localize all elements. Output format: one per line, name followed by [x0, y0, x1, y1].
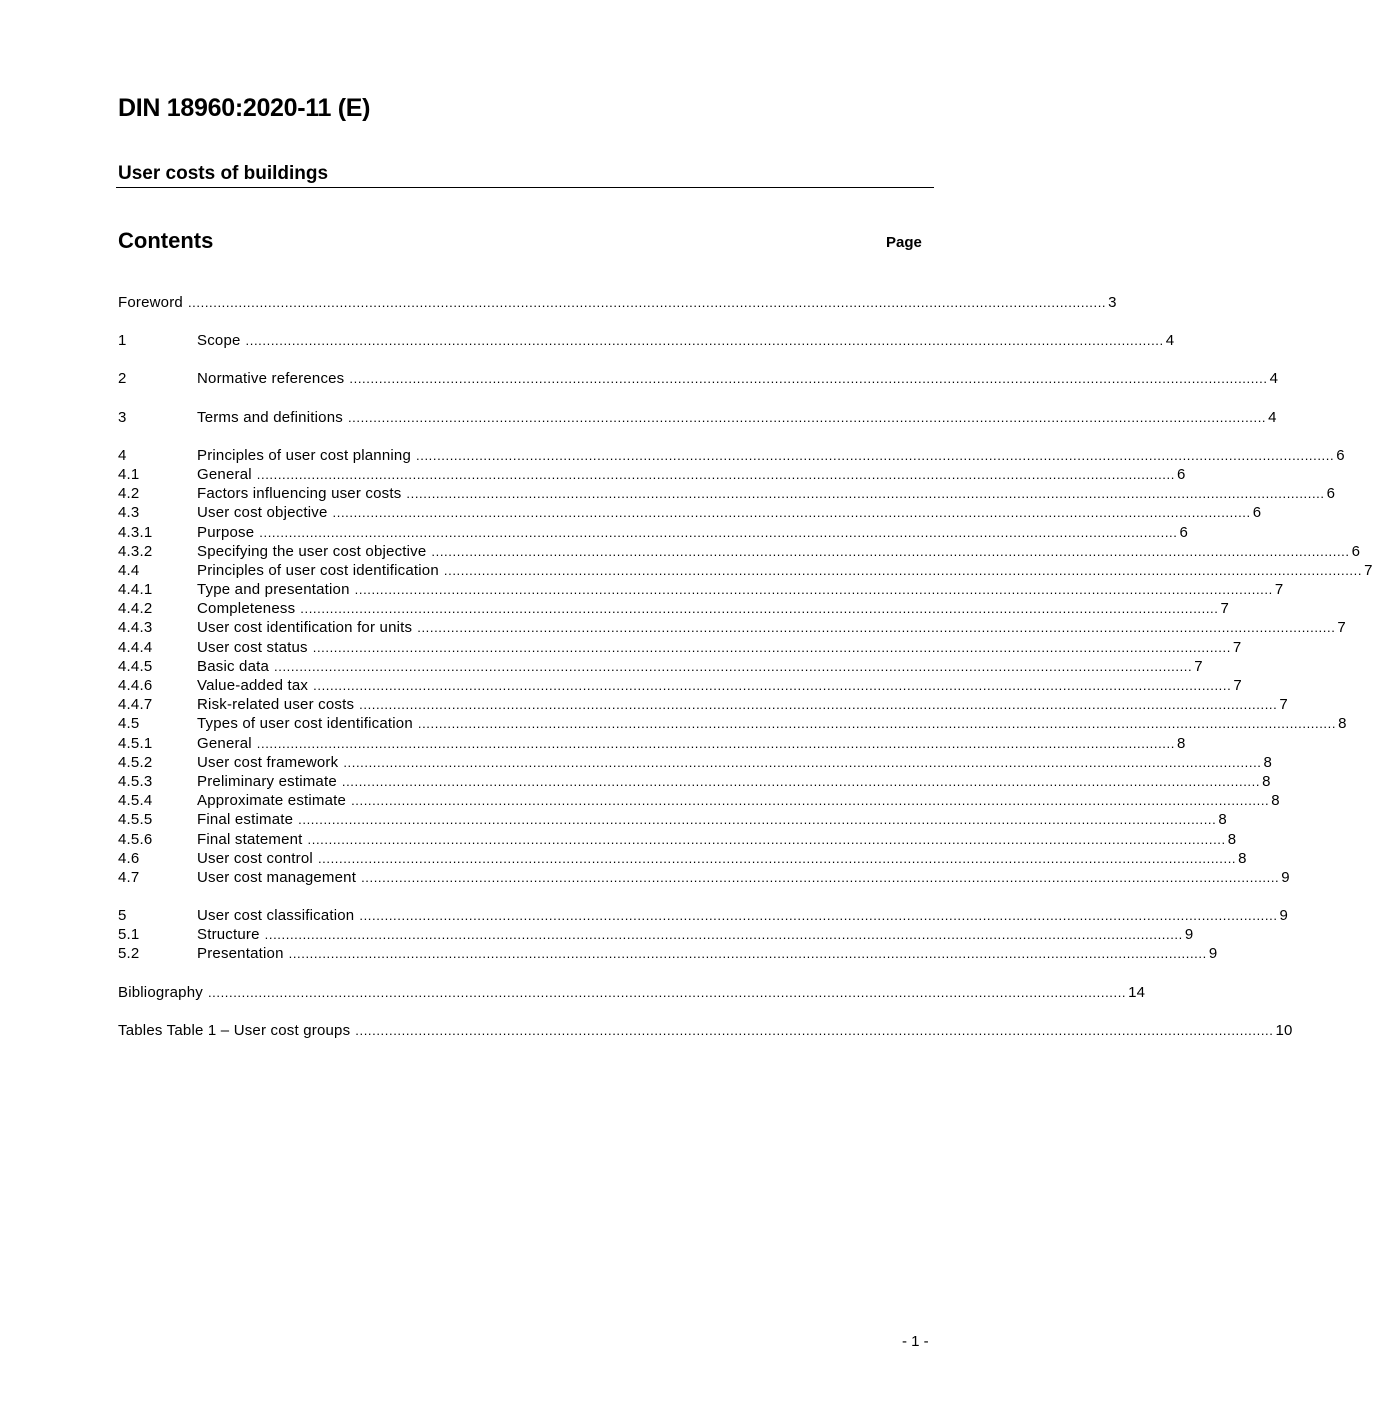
toc-entry[interactable]: [118, 293, 1117, 312]
toc-dot-leader: ..........................................................................................................................................................................................................................: [406, 486, 1325, 502]
toc-entry-number: 4.4.3: [118, 619, 153, 637]
toc-dot-leader: ..........................................................................................................................................................................................................................: [417, 716, 1337, 732]
toc-entry-page: 6: [1351, 542, 1361, 560]
toc-entry[interactable]: [118, 695, 1288, 714]
toc-entry-number: 4.5.5: [118, 811, 153, 829]
toc-dot-leader: ..........................................................................................................................................................................................................................: [359, 697, 1278, 713]
toc-entry[interactable]: [118, 331, 1175, 350]
toc-entry-number: 4.6: [118, 849, 140, 867]
toc-entry-number: 4.5.1: [118, 734, 153, 752]
toc-entry-title: Presentation: [197, 945, 284, 963]
toc-dot-leader: ..........................................................................................................................................................................................................................: [416, 447, 1335, 463]
toc-entry[interactable]: [118, 369, 1279, 388]
toc-entry-title: User cost classification: [197, 907, 355, 925]
toc-entry-page: 14: [1128, 983, 1146, 1001]
toc-dot-leader: ..........................................................................................................................................................................................................................: [351, 793, 1270, 809]
toc-entry-title: Purpose: [197, 523, 255, 541]
toc-entry-title: Principles of user cost identification: [197, 561, 439, 579]
toc-entry-page: 3: [1108, 294, 1117, 311]
toc-entry-title: Factors influencing user costs: [197, 485, 402, 503]
toc-entry-title: Specifying the user cost objective: [197, 542, 427, 560]
toc-entry-title: User cost status: [197, 638, 308, 656]
toc-entry-number: 4.4.5: [118, 657, 153, 675]
toc-dot-leader: ..........................................................................................................................................................................................................................: [341, 773, 1261, 789]
toc-entry-number: 1: [118, 332, 127, 350]
toc-entry-number: 4.4.2: [118, 600, 153, 618]
toc-entry-number: 4.5.3: [118, 772, 153, 790]
toc-entry[interactable]: [118, 944, 1218, 963]
toc-entry-page: 7: [1274, 581, 1284, 599]
toc-entry-number: 4.3: [118, 504, 140, 522]
toc-entry-number: 5.2: [118, 945, 140, 963]
toc-entry[interactable]: [118, 599, 1230, 618]
toc-entry-title: General: [197, 465, 252, 483]
toc-dot-leader: ..........................................................................................................................................................................................................................: [187, 295, 1107, 310]
toc-dot-leader: ..........................................................................................................................................................................................................................: [300, 601, 1219, 617]
contents-heading: Contents: [118, 228, 214, 253]
toc-entry-title: Tables Table 1 – User cost groups: [118, 1021, 351, 1039]
toc-entry[interactable]: [118, 810, 1227, 829]
toc-entry-title: User cost control: [197, 849, 313, 867]
toc-entry-number: 2: [118, 370, 127, 388]
toc-dot-leader: ..........................................................................................................................................................................................................................: [307, 831, 1226, 847]
toc-dot-leader: ..........................................................................................................................................................................................................................: [417, 620, 1336, 636]
toc-entry-page: 6: [1252, 504, 1262, 522]
title-divider: [116, 187, 934, 188]
toc-dot-leader: ..........................................................................................................................................................................................................................: [332, 505, 1251, 521]
toc-entry-page: 4: [1268, 408, 1277, 426]
toc-entry-title: Risk-related user costs: [197, 696, 355, 714]
toc-entry[interactable]: [118, 753, 1273, 772]
toc-entry-page: 8: [1176, 734, 1186, 752]
toc-entry-number: 3: [118, 408, 127, 426]
toc-entry-title: User cost framework: [197, 753, 339, 771]
toc-dot-leader: ..........................................................................................................................................................................................................................: [431, 543, 1350, 559]
toc-dot-leader: ..........................................................................................................................................................................................................................: [343, 754, 1262, 770]
toc-entry[interactable]: [118, 734, 1186, 753]
toc-entry-title: Approximate estimate: [197, 792, 347, 810]
toc-entry-number: 4.4: [118, 561, 140, 579]
toc-entry-number: 5: [118, 907, 127, 925]
toc-entry[interactable]: [118, 446, 1345, 465]
toc-entry-title: Basic data: [197, 657, 270, 675]
toc-dot-leader: ..........................................................................................................................................................................................................................: [349, 371, 1268, 387]
toc-entry-title: Structure: [197, 926, 260, 944]
toc-entry-page: 9: [1281, 868, 1290, 886]
toc-entry-number: 4.5.2: [118, 753, 153, 771]
toc-entry[interactable]: [118, 983, 1146, 1002]
toc-dot-leader: ..........................................................................................................................................................................................................................: [312, 639, 1231, 655]
toc-entry-page: 8: [1238, 849, 1247, 867]
toc-entry[interactable]: [118, 523, 1189, 542]
toc-entry-number: 4: [118, 446, 127, 464]
toc-entry-number: 4.3.1: [118, 523, 153, 541]
toc-dot-leader: ..........................................................................................................................................................................................................................: [207, 984, 1127, 1000]
toc-entry-page: 8: [1263, 753, 1273, 771]
toc-entry-page: 6: [1179, 523, 1189, 541]
toc-dot-leader: ..........................................................................................................................................................................................................................: [355, 1022, 1274, 1038]
toc-entry-page: 8: [1262, 772, 1271, 790]
toc-entry-number: 4.4.4: [118, 638, 153, 656]
toc-dot-leader: ..........................................................................................................................................................................................................................: [313, 678, 1232, 693]
toc-entry-number: 5.1: [118, 926, 140, 944]
toc-entry-title: Bibliography: [118, 983, 203, 1001]
toc-entry-page: 6: [1336, 446, 1345, 464]
toc-dot-leader: ..........................................................................................................................................................................................................................: [298, 812, 1217, 828]
toc-entry[interactable]: [118, 580, 1284, 599]
toc-dot-leader: ..........................................................................................................................................................................................................................: [317, 850, 1237, 866]
toc-entry-page: 7: [1364, 561, 1373, 579]
toc-entry-title: Principles of user cost planning: [197, 446, 412, 464]
toc-entry-title: Foreword: [118, 294, 183, 311]
toc-entry-title: Terms and definitions: [197, 408, 343, 426]
document-id: DIN 18960:2020-11 (E): [118, 94, 371, 122]
toc-entry-page: 8: [1227, 830, 1237, 848]
toc-entry[interactable]: [118, 925, 1194, 944]
toc-entry-title: Value-added tax: [197, 677, 309, 694]
toc-entry[interactable]: [118, 503, 1262, 522]
toc-entry-title: Completeness: [197, 600, 296, 618]
page-number: - 1 -: [902, 1333, 929, 1350]
toc-dot-leader: ..........................................................................................................................................................................................................................: [264, 927, 1183, 943]
toc-entry-number: 4.4.6: [118, 677, 153, 694]
toc-entry-page: 7: [1279, 696, 1288, 714]
toc-entry[interactable]: [118, 849, 1247, 868]
toc-entry-title: Scope: [197, 332, 241, 350]
toc-entry-title: User cost objective: [197, 504, 328, 522]
toc-entry-number: 4.4.1: [118, 581, 153, 599]
toc-entry[interactable]: [118, 791, 1280, 810]
toc-entry-number: 4.3.2: [118, 542, 153, 560]
toc-entry-number: 4.4.7: [118, 696, 153, 714]
toc-entry[interactable]: [118, 484, 1336, 503]
toc-entry-page: 7: [1220, 600, 1230, 618]
toc-entry[interactable]: [118, 408, 1277, 427]
toc-entry-page: 9: [1279, 907, 1289, 925]
toc-dot-leader: ..........................................................................................................................................................................................................................: [347, 409, 1267, 425]
toc-entry-page: 7: [1337, 619, 1346, 637]
toc-entry-number: 4.5.6: [118, 830, 153, 848]
toc-entry-number: 4.2: [118, 485, 140, 503]
toc-entry[interactable]: [118, 906, 1289, 925]
toc-entry-page: 8: [1338, 715, 1347, 733]
toc-entry-page: 4: [1165, 332, 1175, 350]
toc-entry-page: 7: [1233, 677, 1242, 694]
toc-entry-page: 7: [1232, 638, 1242, 656]
toc-entry-number: 4.7: [118, 868, 140, 886]
toc-entry-page: 9: [1208, 945, 1218, 963]
toc-entry-title: Type and presentation: [197, 581, 350, 599]
toc-entry-number: 4.5.4: [118, 792, 153, 810]
document-title: User costs of buildings: [118, 163, 329, 184]
toc-entry-page: 6: [1326, 485, 1336, 503]
toc-entry-page: 9: [1184, 926, 1194, 944]
toc-entry-page: 8: [1271, 792, 1280, 810]
toc-entry-title: User cost identification for units: [197, 619, 413, 637]
toc-entry-page: 10: [1275, 1021, 1293, 1039]
toc-entry-title: User cost management: [197, 868, 357, 886]
toc-entry[interactable]: [118, 657, 1203, 676]
table-of-contents: [118, 293, 1373, 1040]
toc-entry[interactable]: [118, 542, 1361, 561]
toc-entry[interactable]: [118, 830, 1237, 849]
toc-entry-title: Types of user cost identification: [197, 715, 413, 733]
toc-entry[interactable]: [118, 638, 1242, 657]
toc-entry[interactable]: [118, 561, 1373, 580]
toc-dot-leader: ..........................................................................................................................................................................................................................: [361, 869, 1280, 885]
toc-entry[interactable]: [118, 772, 1271, 791]
page-column-heading: Page: [886, 234, 922, 251]
toc-entry-title: Preliminary estimate: [197, 772, 337, 790]
toc-entry-title: Normative references: [197, 370, 345, 388]
toc-entry[interactable]: [118, 1021, 1293, 1040]
toc-entry[interactable]: [118, 465, 1186, 484]
toc-entry-page: 6: [1176, 465, 1186, 483]
toc-entry-page: 8: [1218, 811, 1227, 829]
toc-dot-leader: ..........................................................................................................................................................................................................................: [256, 735, 1175, 751]
toc-entry[interactable]: [118, 868, 1290, 887]
toc-dot-leader: ..........................................................................................................................................................................................................................: [288, 946, 1207, 962]
toc-dot-leader: ..........................................................................................................................................................................................................................: [245, 333, 1164, 349]
toc-entry[interactable]: [118, 618, 1346, 637]
toc-dot-leader: ..........................................................................................................................................................................................................................: [259, 524, 1178, 540]
toc-entry[interactable]: [118, 676, 1242, 695]
toc-entry-number: 4.1: [118, 465, 140, 483]
toc-entry-number: 4.5: [118, 715, 140, 733]
toc-entry-page: 4: [1269, 370, 1279, 388]
toc-dot-leader: ..........................................................................................................................................................................................................................: [359, 908, 1278, 924]
toc-dot-leader: ..........................................................................................................................................................................................................................: [354, 582, 1273, 598]
toc-entry-page: 7: [1194, 657, 1203, 675]
toc-dot-leader: ..........................................................................................................................................................................................................................: [256, 466, 1175, 482]
toc-entry[interactable]: [118, 714, 1347, 733]
toc-dot-leader: ..........................................................................................................................................................................................................................: [443, 562, 1363, 578]
toc-entry-title: Final statement: [197, 830, 303, 848]
toc-dot-leader: ..........................................................................................................................................................................................................................: [274, 658, 1193, 674]
toc-entry-title: General: [197, 734, 252, 752]
toc-entry-title: Final estimate: [197, 811, 294, 829]
